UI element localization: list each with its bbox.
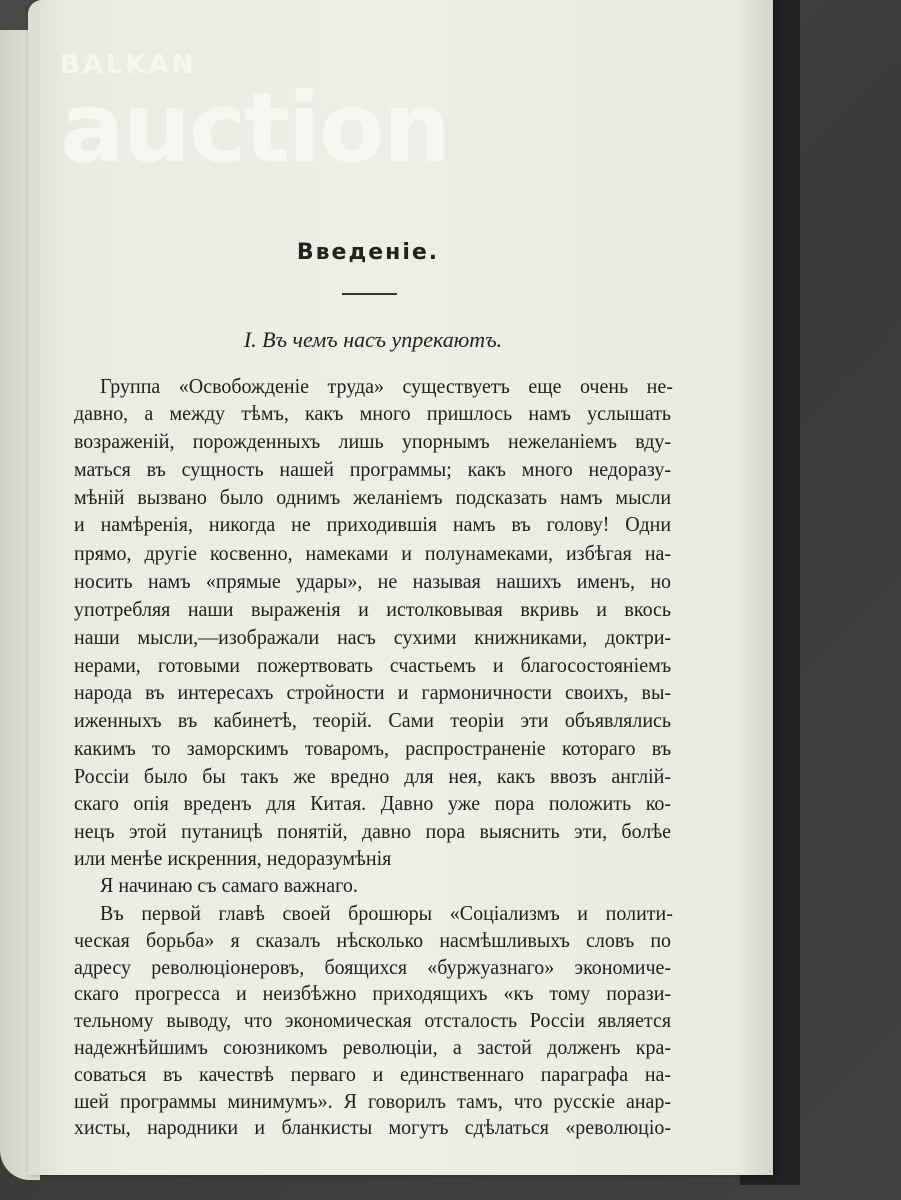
text-line: Я начинаю съ самаго важнаго.	[100, 873, 358, 897]
text-line: народа въ интересахъ стройности и гармоничности своихъ, вы-	[74, 680, 672, 704]
text-line: маться въ сущность нашей программы; какъ много недоразу-	[74, 457, 672, 481]
text-line: соваться въ качествѣ перваго и единственнаго параграфа на-	[74, 1061, 672, 1086]
text-line: возраженій, порожденныхъ лишь упорнымъ нежеланіемъ вду-	[74, 429, 672, 453]
text-line: хисты, народники и бланкисты могутъ сдѣлаться «революціо-	[74, 1115, 672, 1140]
text-line: прямо, другіе косвенно, намеками и полунамеками, избѣгая на-	[74, 541, 672, 565]
text-line: иженныхъ въ кабинетѣ, теорій. Сами теоріи эти объявлялись	[74, 708, 672, 732]
text-line: какимъ то заморскимъ товаромъ, распространеніе котораго въ	[74, 736, 672, 760]
text-line: ческая борьба» я сказалъ нѣсколько насмѣшливыхъ словъ по	[74, 927, 672, 952]
text-line: Группа «Освобожденіе труда» существуетъ еще очень не-	[100, 374, 673, 398]
heading-divider	[342, 293, 397, 295]
text-line: давно, а между тѣмъ, какъ много пришлось намъ услышать	[74, 401, 672, 425]
text-line: надежнѣйшимъ союзникомъ революціи, а застой долженъ кра-	[74, 1035, 672, 1059]
watermark-logo	[60, 50, 450, 184]
section-title: I. Въ чемъ насъ упрекаютъ.	[243, 327, 503, 352]
watermark-bottom: auction	[60, 72, 450, 184]
text-line: и намѣренія, никогда не приходившія намъ въ голову! Одни	[74, 512, 672, 536]
text-line: скаго опія вреденъ для Китая. Давно уже пора положить ко-	[74, 791, 672, 815]
text-line: скаго прогресса и неизбѣжно приходящихъ «къ тому порази-	[74, 981, 672, 1006]
text-line: нецъ этой путаницѣ понятій, давно пора выяснить эти, болѣе	[74, 819, 672, 843]
text-line: употребляя наши выраженія и истолковывая вкривь и вкось	[74, 597, 672, 621]
watermark-top: BALKAN	[60, 50, 197, 80]
text-line: наши мысли,—изображали насъ сухими книжниками, доктри-	[74, 625, 672, 649]
text-line: Россіи было бы такъ же вредно для нея, какъ ввозъ англій-	[74, 764, 672, 788]
text-line: носить намъ «прямые удары», не называя нашихъ именъ, но	[74, 569, 672, 593]
text-line: мѣній вызвано было однимъ желаніемъ подсказать намъ мысли	[74, 485, 672, 509]
text-line: нерами, готовыми пожертвовать счастьемъ и благосостояніемъ	[74, 653, 672, 677]
text-line: или менѣе искренния, недоразумѣнія	[74, 846, 392, 870]
text-line: Въ первой главѣ своей брошюры «Соціализмъ и полити-	[100, 901, 673, 925]
text-line: адресу революціонеровъ, боящихся «буржуазнаго» экономиче-	[74, 954, 672, 979]
text-line: тельному выводу, что экономическая отсталость Россіи является	[74, 1008, 672, 1033]
text-line: шей программы минимумъ». Я говорилъ тамъ, что русскіе анар-	[74, 1088, 672, 1113]
chapter-heading: Введенie.	[296, 240, 440, 265]
